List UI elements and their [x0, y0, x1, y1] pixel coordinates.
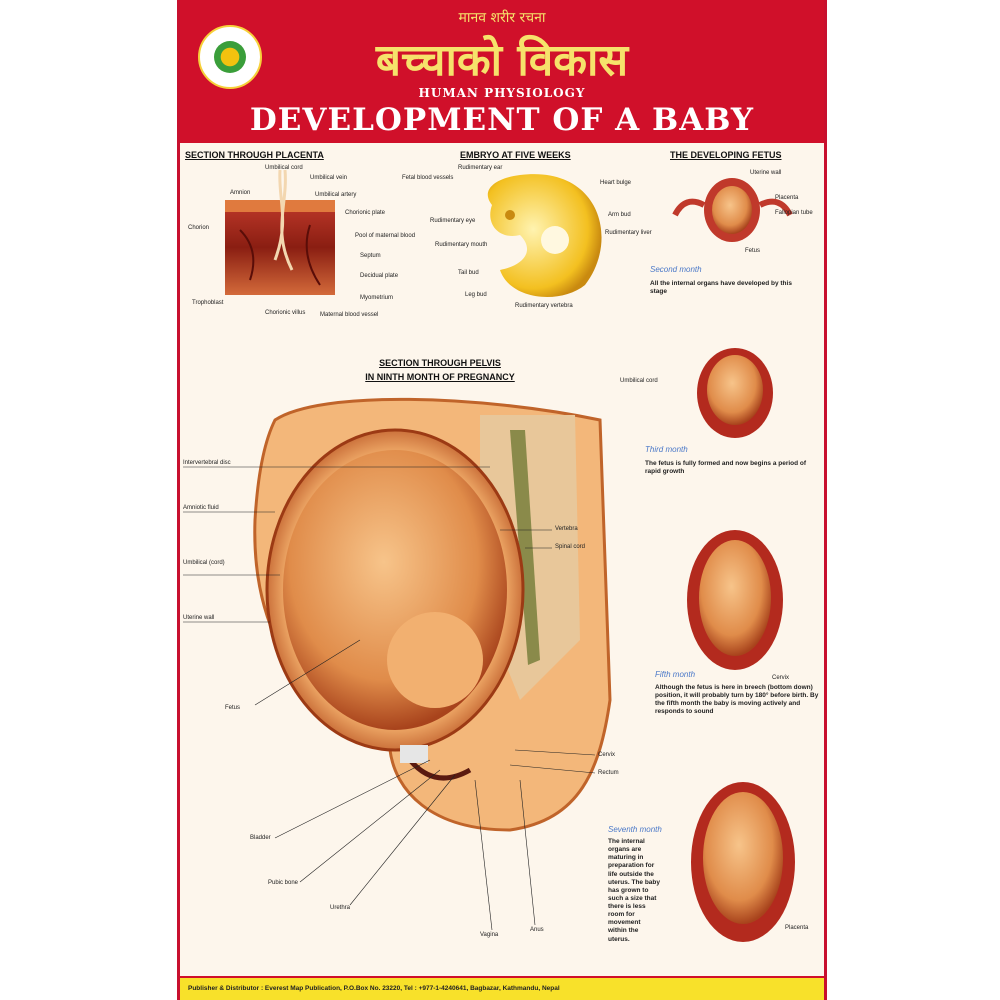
section-title-pelvis-2: IN NINTH MONTH OF PREGNANCY — [365, 372, 515, 382]
label: Septum — [360, 253, 381, 259]
fetus-third-month — [697, 348, 773, 438]
label: Fetal blood vessels — [402, 175, 454, 181]
section-title-fetus: THE DEVELOPING FETUS — [670, 150, 782, 160]
label: Urethra — [330, 905, 351, 911]
fetus-fifth-month — [687, 530, 783, 670]
label: Pubic bone — [268, 880, 299, 886]
label: Pool of maternal blood — [355, 233, 416, 239]
label: Amniotic fluid — [183, 505, 219, 511]
nepali-title: बच्चाको विकास — [375, 35, 629, 86]
label: Umbilical artery — [315, 192, 357, 198]
label: Anus — [530, 927, 544, 933]
label: Rudimentary liver — [605, 230, 652, 236]
placenta-diagram — [225, 170, 335, 295]
label: Fetus — [225, 705, 241, 711]
label: Placenta — [775, 195, 799, 201]
caption-seventh-month: Seventh month — [608, 825, 662, 834]
label: Chorionic plate — [345, 210, 386, 216]
label: Umbilical (cord) — [183, 560, 225, 566]
footer-text: Publisher & Distributor : Everest Map Publication, P.O.Box No. 23220, Tel : +977-1-4240641, Bagbazar, Kathmandu, Nepal — [188, 985, 560, 992]
label: Heart bulge — [600, 180, 632, 186]
hindi-title: मानव शरीर रचना — [458, 10, 546, 26]
label: Rudimentary mouth — [435, 242, 488, 248]
label: Tail bud — [458, 270, 479, 276]
label: Leg bud — [465, 292, 487, 298]
label: Rudimentary vertebra — [515, 303, 573, 309]
label: Umbilical cord — [620, 378, 658, 384]
label: Fallopian tube — [775, 210, 813, 216]
section-title-embryo: EMBRYO AT FIVE WEEKS — [460, 150, 571, 160]
fetus-second-month — [675, 178, 790, 242]
section-title-pelvis-1: SECTION THROUGH PELVIS — [379, 358, 501, 368]
label: Cervix — [772, 675, 790, 681]
embryo-diagram — [488, 174, 602, 297]
section-title-placenta: SECTION THROUGH PLACENTA — [185, 150, 324, 160]
label: Arm bud — [608, 212, 631, 218]
pelvis-diagram — [255, 399, 610, 830]
label: Trophoblast — [192, 300, 224, 306]
subtitle: HUMAN PHYSIOLOGY — [418, 86, 586, 100]
label: Uterine wall — [183, 615, 215, 621]
label: Cervix — [598, 752, 616, 758]
label: Bladder — [250, 835, 271, 841]
desc-third-month: The fetus is fully formed and now begins a period of rapid growth — [645, 460, 807, 476]
label: Spinal cord — [555, 544, 586, 550]
label: Rudimentary eye — [430, 218, 476, 224]
label: Fetus — [745, 248, 761, 254]
label: Myometrium — [360, 295, 394, 301]
caption-second-month: Second month — [650, 265, 702, 274]
fetus-seventh-month — [691, 782, 795, 942]
label: Uterine wall — [750, 170, 782, 176]
label: Rudimentary ear — [458, 165, 503, 171]
desc-second-month: All the internal organs have developed by this stage — [650, 280, 792, 296]
footer — [180, 976, 824, 1000]
caption-fifth-month: Fifth month — [655, 670, 696, 679]
label: Maternal blood vessel — [320, 312, 379, 318]
label: Chorionic villus — [265, 310, 306, 316]
label: Chorion — [188, 225, 210, 231]
poster — [177, 0, 827, 1000]
label: Decidual plate — [360, 273, 399, 279]
label: Placenta — [785, 925, 809, 931]
page-title: DEVELOPMENT OF A BABY — [249, 102, 755, 138]
caption-third-month: Third month — [645, 445, 688, 454]
label: Rectum — [598, 770, 619, 776]
desc-fifth-month: Although the fetus is here in breech (bottom down) position, it will probably turn by 180° before birth. By the fifth month the baby is moving actively and responds to sound — [655, 684, 819, 716]
desc-seventh-month: The internal organs are maturing in preparation for life outside the uterus. The baby has grown to such a size that there is less room for movement within the uterus. — [608, 838, 661, 943]
label: Umbilical vein — [310, 175, 348, 181]
label: Umbilical cord — [265, 165, 303, 171]
label: Amnion — [230, 190, 251, 196]
label: Vagina — [480, 932, 499, 938]
label: Intervertebral disc — [183, 460, 231, 466]
label: Vertebra — [555, 526, 578, 532]
